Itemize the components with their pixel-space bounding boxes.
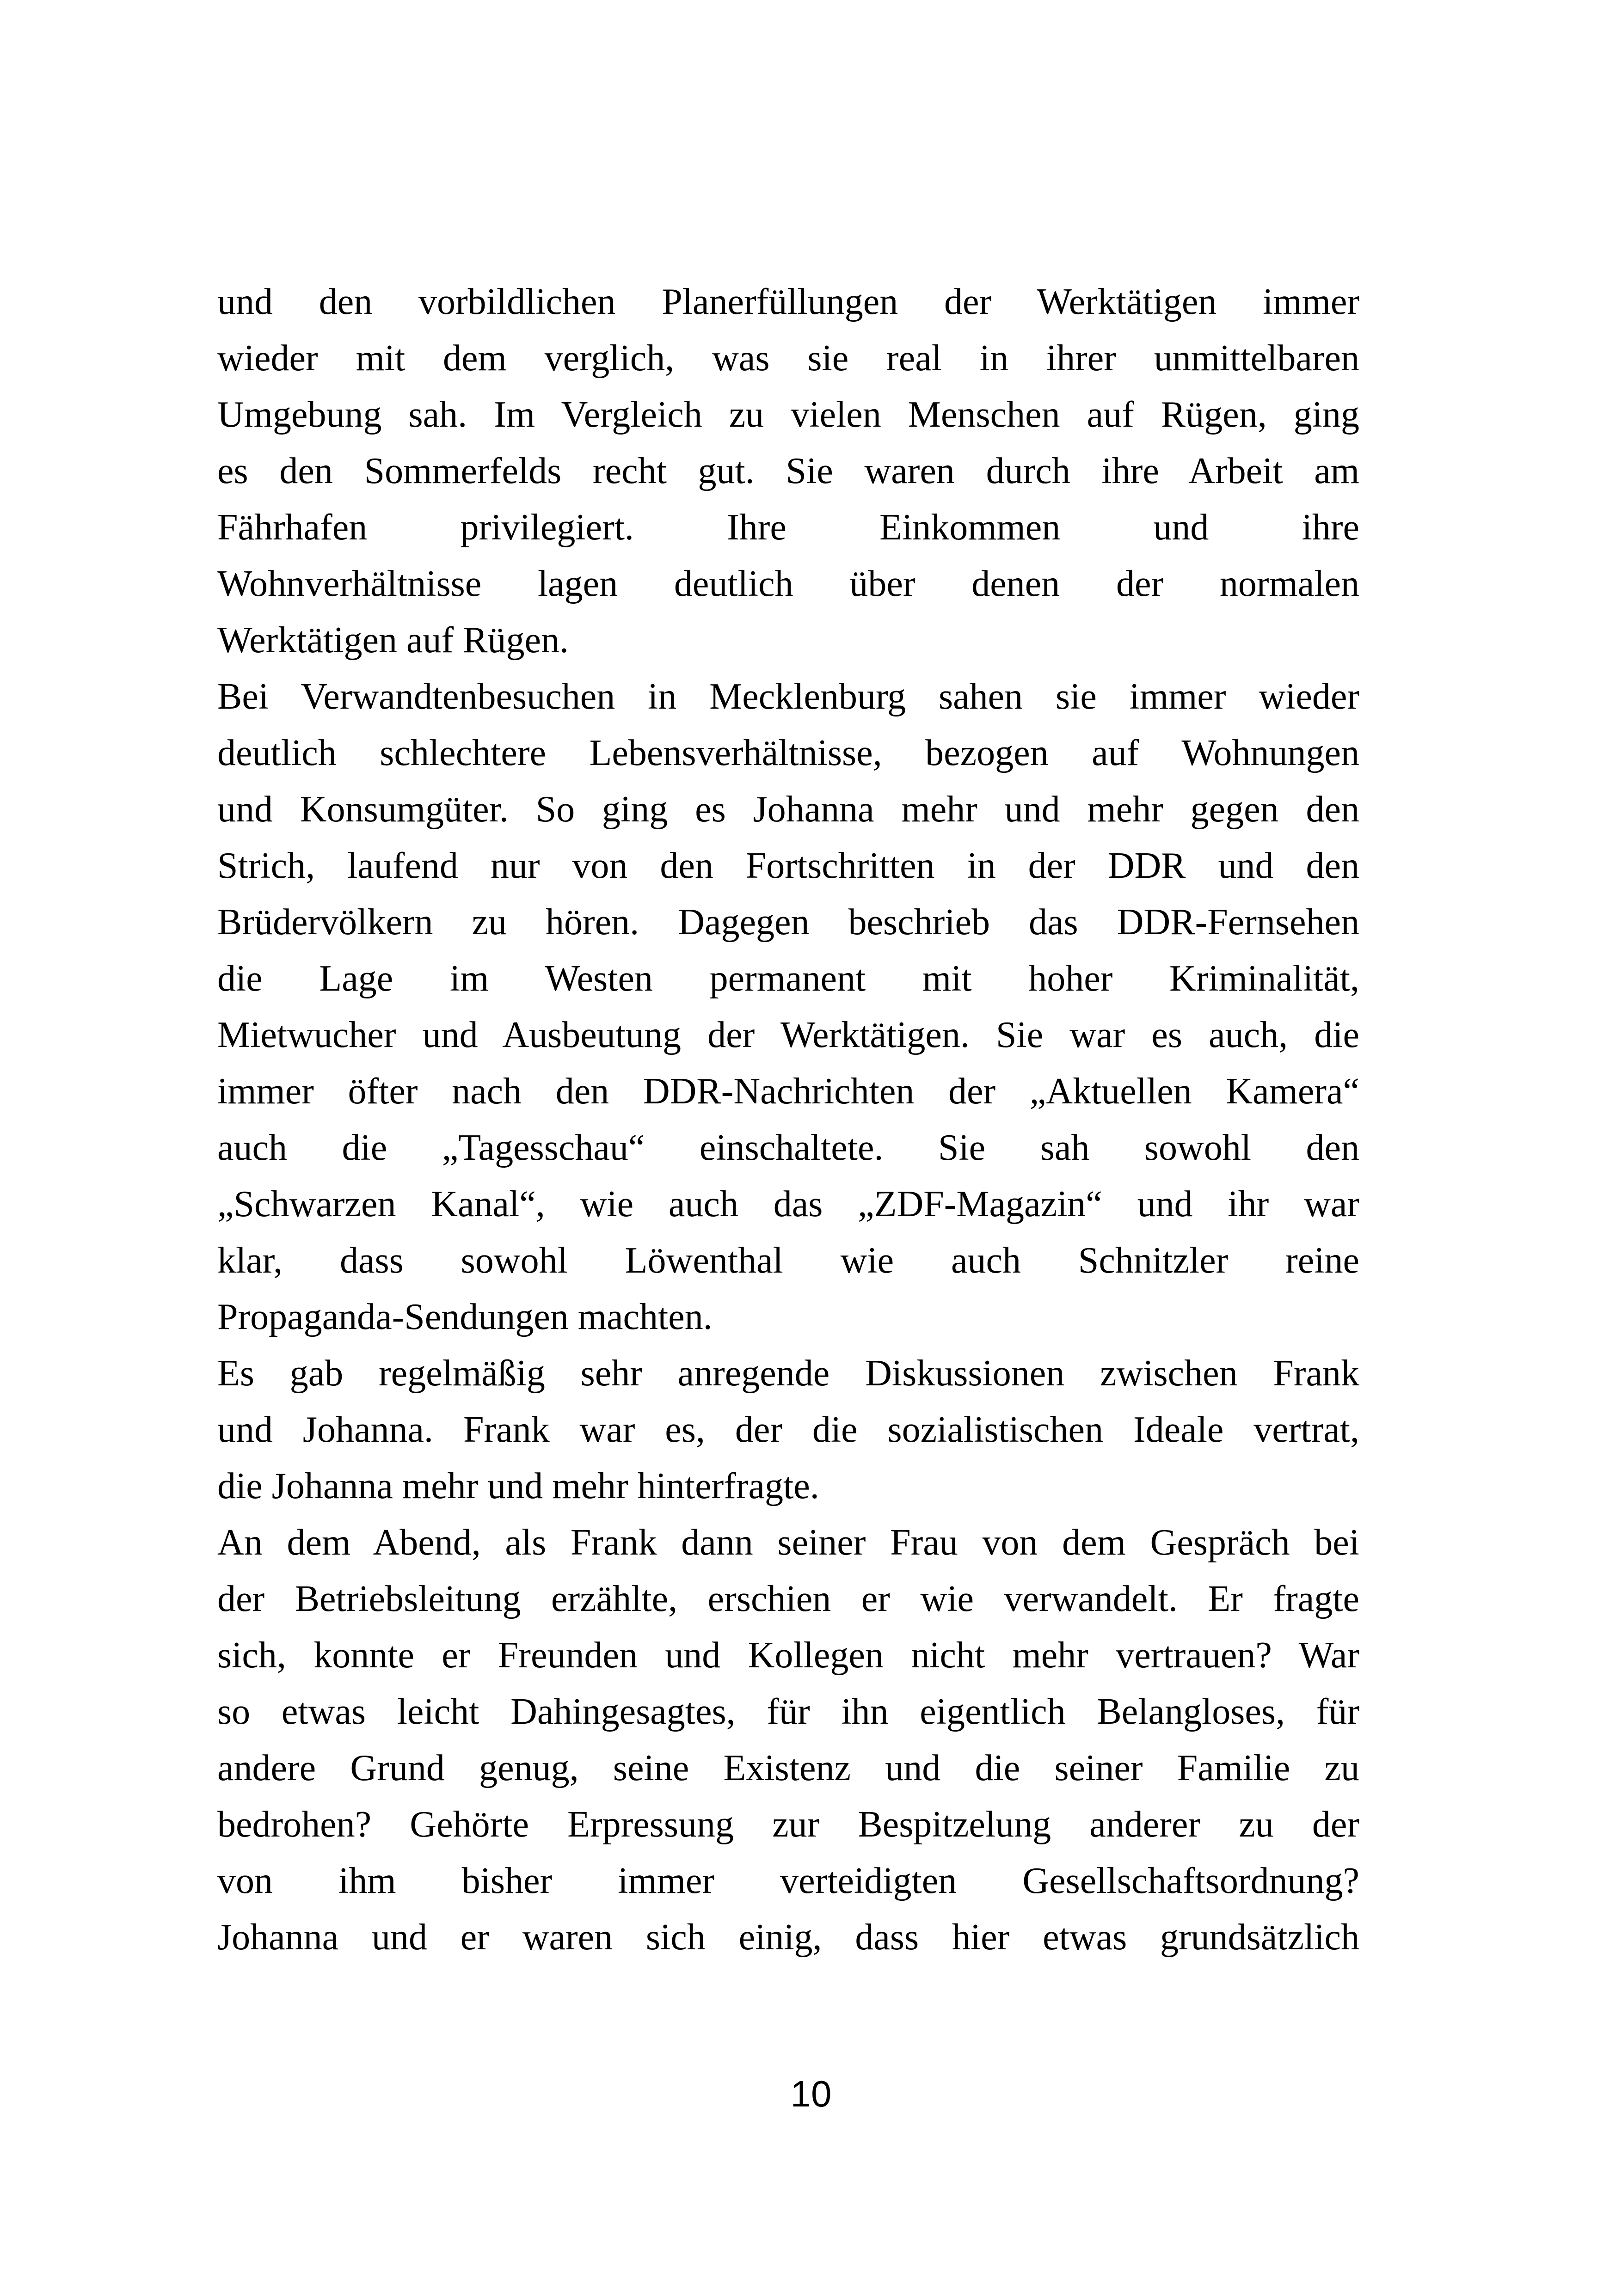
text-line: Johanna und er waren sich einig, dass hier etwas grundsätzlich (217, 1917, 1359, 1958)
text-line: Umgebung sah. Im Vergleich zu vielen Menschen auf Rügen, ging (217, 394, 1359, 435)
text-line: bedrohen? Gehörte Erpressung zur Bespitzelung anderer zu der (217, 1804, 1359, 1845)
text-line: die Johanna mehr und mehr hinterfragte. (217, 1466, 819, 1506)
text-line: Es gab regelmäßig sehr anregende Diskussionen zwischen Frank (217, 1353, 1359, 1394)
text-line: es den Sommerfelds recht gut. Sie waren durch ihre Arbeit am (217, 451, 1359, 491)
text-line: und Konsumgüter. So ging es Johanna mehr und mehr gegen den (217, 789, 1359, 830)
text-line: von ihm bisher immer verteidigten Gesellschaftsordnung? (217, 1861, 1359, 1901)
text-line: sich, konnte er Freunden und Kollegen nicht mehr vertrauen? War (217, 1635, 1359, 1676)
text-line: der Betriebsleitung erzählte, erschien er wie verwandelt. Er fragte (217, 1579, 1359, 1619)
text-line: Fährhafen privilegiert. Ihre Einkommen und ihre (217, 507, 1359, 548)
text-line: deutlich schlechtere Lebensverhältnisse, bezogen auf Wohnungen (217, 733, 1359, 773)
page-number: 10 (790, 2073, 832, 2114)
text-line: Wohnverhältnisse lagen deutlich über denen der normalen (217, 563, 1359, 604)
text-line: Strich, laufend nur von den Fortschritten in der DDR und den (217, 845, 1359, 886)
body-text (217, 274, 1359, 1965)
text-line: andere Grund genug, seine Existenz und die seiner Familie zu (217, 1748, 1359, 1788)
text-line: „Schwarzen Kanal“, wie auch das „ZDF-Magazin“ und ihr war (217, 1184, 1359, 1225)
text-line: Brüdervölkern zu hören. Dagegen beschrieb das DDR-Fernsehen (217, 902, 1359, 943)
text-line: und den vorbildlichen Planerfüllungen der Werktätigen immer (217, 282, 1359, 322)
text-line: klar, dass sowohl Löwenthal wie auch Schnitzler reine (217, 1240, 1359, 1281)
text-line: wieder mit dem verglich, was sie real in ihrer unmittelbaren (217, 338, 1359, 379)
text-line: An dem Abend, als Frank dann seiner Frau von dem Gespräch bei (217, 1522, 1359, 1563)
text-line: so etwas leicht Dahingesagtes, für ihn eigentlich Belangloses, für (217, 1691, 1359, 1732)
text-line: und Johanna. Frank war es, der die sozialistischen Ideale vertrat, (217, 1409, 1359, 1450)
text-line: Bei Verwandtenbesuchen in Mecklenburg sahen sie immer wieder (217, 676, 1359, 717)
text-line: die Lage im Westen permanent mit hoher Kriminalität, (217, 958, 1359, 999)
text-line: auch die „Tagesschau“ einschaltete. Sie sah sowohl den (217, 1127, 1359, 1168)
text-line: Mietwucher und Ausbeutung der Werktätigen. Sie war es auch, die (217, 1015, 1359, 1055)
text-line: immer öfter nach den DDR-Nachrichten der „Aktuellen Kamera“ (217, 1071, 1359, 1112)
text-line: Werktätigen auf Rügen. (217, 620, 569, 661)
text-line: Propaganda-Sendungen machten. (217, 1297, 713, 1337)
